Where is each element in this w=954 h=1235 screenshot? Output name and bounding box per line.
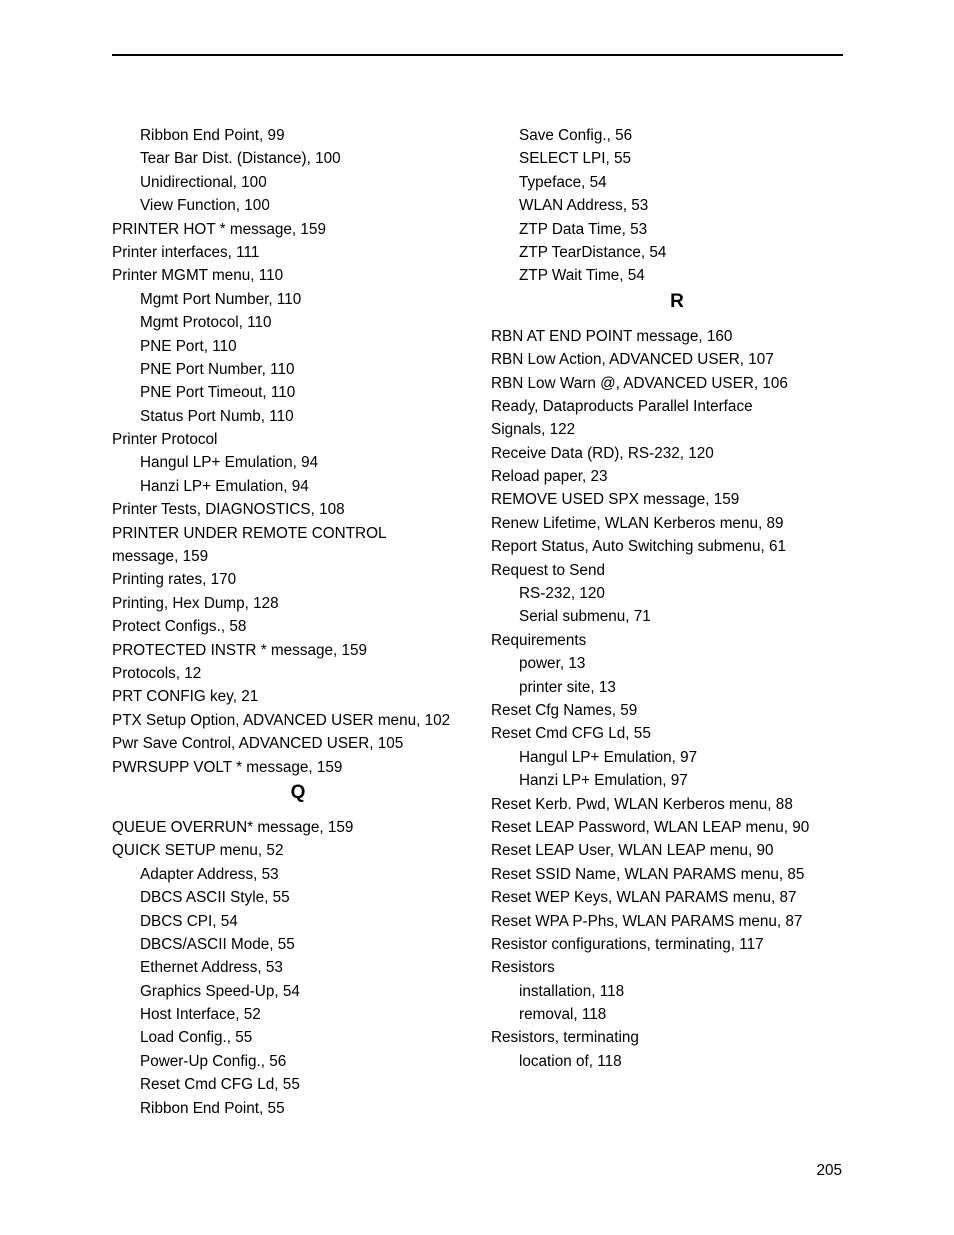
index-subentry: Hangul LP+ Emulation, 97 [519,748,698,766]
index-entry: Printer MGMT menu, 110 [112,267,284,285]
index-entry: RBN Low Action, ADVANCED USER, 107 [491,351,774,369]
index-subentry: PNE Port, 110 [140,337,237,355]
index-entry: PRT CONFIG key, 21 [112,688,259,706]
index-entry: Ready, Dataproducts Parallel Interface [491,397,753,415]
index-entry: PTX Setup Option, ADVANCED USER menu, 102 [112,711,451,729]
index-entry: PRINTER HOT * message, 159 [112,220,326,238]
index-subentry: Ethernet Address, 53 [140,959,283,977]
index-entry: PWRSUPP VOLT * message, 159 [112,758,343,776]
index-entry: Resistors, terminating [491,1029,639,1047]
index-entry: Requirements [491,631,587,649]
header-rule [112,54,843,56]
index-subentry: location of, 118 [519,1052,622,1070]
index-subentry: DBCS/ASCII Mode, 55 [140,935,295,953]
index-entry: Reset SSID Name, WLAN PARAMS menu, 85 [491,865,805,883]
index-subentry: SELECT LPI, 55 [519,150,631,168]
index-entry: Reset WPA P-Phs, WLAN PARAMS menu, 87 [491,912,803,930]
index-entry: Reset WEP Keys, WLAN PARAMS menu, 87 [491,889,797,907]
index-entry: Request to Send [491,561,605,579]
index-entry: QUICK SETUP menu, 52 [112,842,284,860]
index-entry: QUEUE OVERRUN* message, 159 [112,818,354,836]
index-entry: Reset Cfg Names, 59 [491,701,638,719]
index-entry: Printer Tests, DIAGNOSTICS, 108 [112,501,345,519]
index-subentry: Serial submenu, 71 [519,608,651,626]
index-subentry: PNE Port Timeout, 110 [140,384,296,402]
index-entry: Printer interfaces, 111 [112,243,260,261]
index-entry: Reset LEAP User, WLAN LEAP menu, 90 [491,842,774,860]
index-entry: Renew Lifetime, WLAN Kerberos menu, 89 [491,514,784,532]
index-subentry: Ribbon End Point, 99 [140,127,285,144]
index-subentry: power, 13 [519,655,586,673]
index-entry: Protect Configs., 58 [112,618,247,636]
index-entry: message, 159 [112,548,209,566]
index-subentry: Host Interface, 52 [140,1006,261,1024]
index-subentry: printer site, 13 [519,678,616,696]
index-subentry: Adapter Address, 53 [140,865,279,883]
index-subentry: Mgmt Port Number, 110 [140,290,302,308]
index-subentry: Status Port Numb, 110 [140,407,294,425]
index-entry: Printing rates, 170 [112,571,237,589]
index-subentry: View Function, 100 [140,197,270,215]
index-entry: Resistor configurations, terminating, 117 [491,935,764,953]
index-subentry: Hangul LP+ Emulation, 94 [140,454,319,472]
index-subentry: Power-Up Config., 56 [140,1052,287,1070]
index-entry: Printer Protocol [112,431,218,449]
index-subentry: Reset Cmd CFG Ld, 55 [140,1076,300,1094]
index-entry: PROTECTED INSTR * message, 159 [112,641,368,659]
index-entry: Receive Data (RD), RS-232, 120 [491,444,714,462]
index-entry: Report Status, Auto Switching submenu, 61 [491,538,787,556]
index-subentry: Hanzi LP+ Emulation, 97 [519,772,688,790]
index-subentry: removal, 118 [519,1006,607,1024]
index-entry: RBN Low Warn @, ADVANCED USER, 106 [491,374,788,392]
index-entry: RBN AT END POINT message, 160 [491,327,733,345]
index-column-right [491,124,863,1073]
index-entry: REMOVE USED SPX message, 159 [491,491,740,509]
index-subentry: Tear Bar Dist. (Distance), 100 [140,150,341,168]
index-subentry: Typeface, 54 [519,173,607,191]
index-entry: Reset Kerb. Pwd, WLAN Kerberos menu, 88 [491,795,793,813]
index-subentry: Load Config., 55 [140,1029,253,1047]
index-subentry: DBCS ASCII Style, 55 [140,889,290,907]
index-subentry: PNE Port Number, 110 [140,360,295,378]
index-column-left [112,124,484,1120]
index-entry: Reload paper, 23 [491,468,608,486]
index-subentry: Save Config., 56 [519,127,633,144]
index-subentry: Hanzi LP+ Emulation, 94 [140,477,309,495]
index-entry: Reset Cmd CFG Ld, 55 [491,725,651,743]
index-subentry: DBCS CPI, 54 [140,912,238,930]
index-subentry: ZTP Wait Time, 54 [519,267,645,285]
index-subentry: Unidirectional, 100 [140,173,267,191]
index-entry: Protocols, 12 [112,664,202,682]
index-subentry: Ribbon End Point, 55 [140,1099,285,1117]
index-entry: Signals, 122 [491,421,576,439]
index-section-letter: Q [290,781,306,803]
index-entry: Reset LEAP Password, WLAN LEAP menu, 90 [491,818,810,836]
index-entry: Pwr Save Control, ADVANCED USER, 105 [112,735,404,753]
index-entry: Resistors [491,959,555,977]
index-subentry: WLAN Address, 53 [519,197,649,215]
index-subentry: RS-232, 120 [519,585,605,603]
index-subentry: Mgmt Protocol, 110 [140,314,272,332]
index-section-letter: R [670,290,684,312]
index-entry: Printing, Hex Dump, 128 [112,594,279,612]
index-subentry: ZTP Data Time, 53 [519,220,648,238]
index-subentry: Graphics Speed-Up, 54 [140,982,300,1000]
page-number: 205 [816,1162,842,1179]
index-subentry: installation, 118 [519,982,625,1000]
index-subentry: ZTP TearDistance, 54 [519,243,667,261]
index-entry: PRINTER UNDER REMOTE CONTROL [112,524,387,542]
